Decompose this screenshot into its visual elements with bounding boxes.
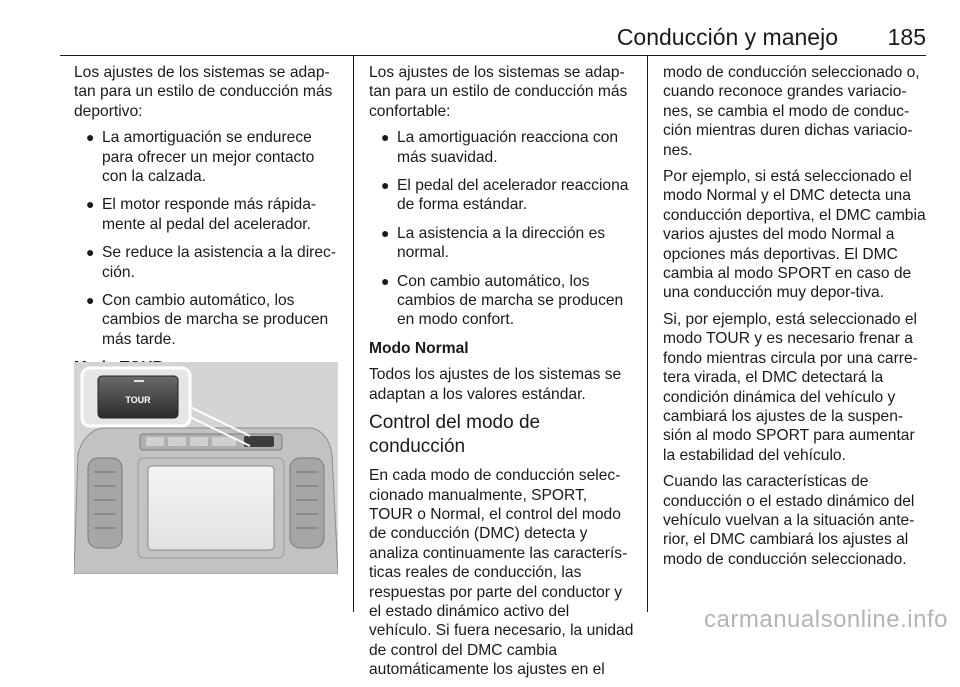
bullet-text: Con cambio automático, los cambios de marcha se producen más tarde. bbox=[102, 292, 329, 348]
col1-intro: Los ajustes de los sistemas se adap-tan para un estilo de conducción más deportivo: bbox=[74, 64, 333, 120]
bullet-text: La amortiguación reacciona con más suavidad. bbox=[397, 129, 619, 166]
page-number: 185 bbox=[887, 24, 926, 50]
list-item bbox=[74, 243, 342, 282]
watermark: carmanualsonline.info bbox=[704, 606, 948, 633]
bullet-text: Con cambio automático, los cambios de marcha se producen en modo confort. bbox=[397, 272, 624, 329]
col3-paragraph: modo de conducción seleccionado o, cuando reconoce grandes variacio-nes, se cambia el modo de conduc-ción mientras duren dichas variacio-nes. bbox=[663, 64, 920, 159]
bullet-icon: ● bbox=[381, 272, 390, 289]
list-item bbox=[74, 128, 342, 186]
bullet-text: El motor responde más rápida-mente al pedal del acelerador. bbox=[102, 196, 317, 233]
col3-paragraph: Por ejemplo, si está seleccionado el modo Normal y el DMC detecta una conducción deportiva, el DMC cambia varios ajustes del modo Normal a opciones más deportivas. El DMC cambia al modo SPORT en caso de una conducción muy depor-tiva. bbox=[663, 168, 926, 302]
list-item bbox=[369, 176, 635, 215]
bullet-icon: ● bbox=[86, 196, 95, 213]
bullet-icon: ● bbox=[86, 129, 95, 146]
col1-bullet-list bbox=[74, 128, 342, 349]
bullet-icon: ● bbox=[86, 292, 95, 309]
page-header bbox=[60, 22, 926, 56]
bullet-text: La amortiguación se endurece para ofrecer un mejor contacto con la calzada. bbox=[102, 129, 315, 186]
tour-button-label: TOUR bbox=[125, 395, 151, 405]
col2-subhead-text: Todos los ajustes de los sistemas se adaptan a los valores estándar. bbox=[369, 366, 622, 403]
bullet-text: El pedal del acelerador reacciona de forma estándar. bbox=[397, 177, 629, 214]
bullet-icon: ● bbox=[86, 244, 95, 261]
section-heading: Control del modo de conducción bbox=[369, 412, 541, 458]
col2-bullet-list bbox=[369, 128, 635, 330]
header-rule bbox=[60, 55, 926, 56]
dashboard-figure bbox=[74, 362, 338, 574]
list-item bbox=[369, 128, 635, 167]
column-2 bbox=[369, 63, 635, 687]
column-divider-2 bbox=[647, 56, 648, 612]
section-title: Conducción y manejo bbox=[616, 24, 838, 50]
col3-paragraph: Si, por ejemplo, está seleccionado el modo TOUR y es necesario frenar a fondo mientras circula por una carre-tera virada, el DMC detectará la condición dinámica del vehículo y cambiará los ajustes de la suspen-sión al modo SPORT para aumentar la estabilidad del vehículo. bbox=[663, 310, 918, 464]
column-3 bbox=[663, 63, 929, 576]
bullet-text: La asistencia a la dirección es normal. bbox=[397, 224, 606, 262]
list-item bbox=[369, 224, 635, 263]
col2-intro: Los ajustes de los sistemas se adap-tan para un estilo de conducción más confortable: bbox=[369, 64, 628, 120]
list-item bbox=[74, 291, 342, 349]
column-divider-1 bbox=[353, 56, 354, 612]
bullet-icon: ● bbox=[381, 177, 390, 194]
bullet-text: Se reduce la asistencia a la direc-ción. bbox=[102, 244, 337, 281]
bullet-icon: ● bbox=[381, 224, 390, 241]
column-1 bbox=[74, 63, 342, 385]
dashboard-illustration bbox=[74, 362, 338, 574]
col2-subhead: Modo Normal bbox=[369, 339, 469, 357]
list-item bbox=[369, 272, 635, 330]
col3-paragraph: Cuando las características de conducción o el estado dinámico del vehículo vuelvan a la situación ante-rior, el DMC cambiará los ajustes al modo de conducción seleccionado. bbox=[663, 473, 915, 568]
list-item bbox=[74, 195, 342, 234]
bullet-icon: ● bbox=[381, 129, 390, 146]
col2-body: En cada modo de conducción selec-cionado manualmente, SPORT, TOUR o Normal, el control del modo de conducción (DMC) detecta y analiza continuamente las caracterís-ticas reales de conducción, las respuestas por parte del conductor y el estado dinámico activo del vehículo. Si fuera necesario, la unidad de control del DMC cambia automáticamente los ajustes en el bbox=[369, 467, 634, 679]
